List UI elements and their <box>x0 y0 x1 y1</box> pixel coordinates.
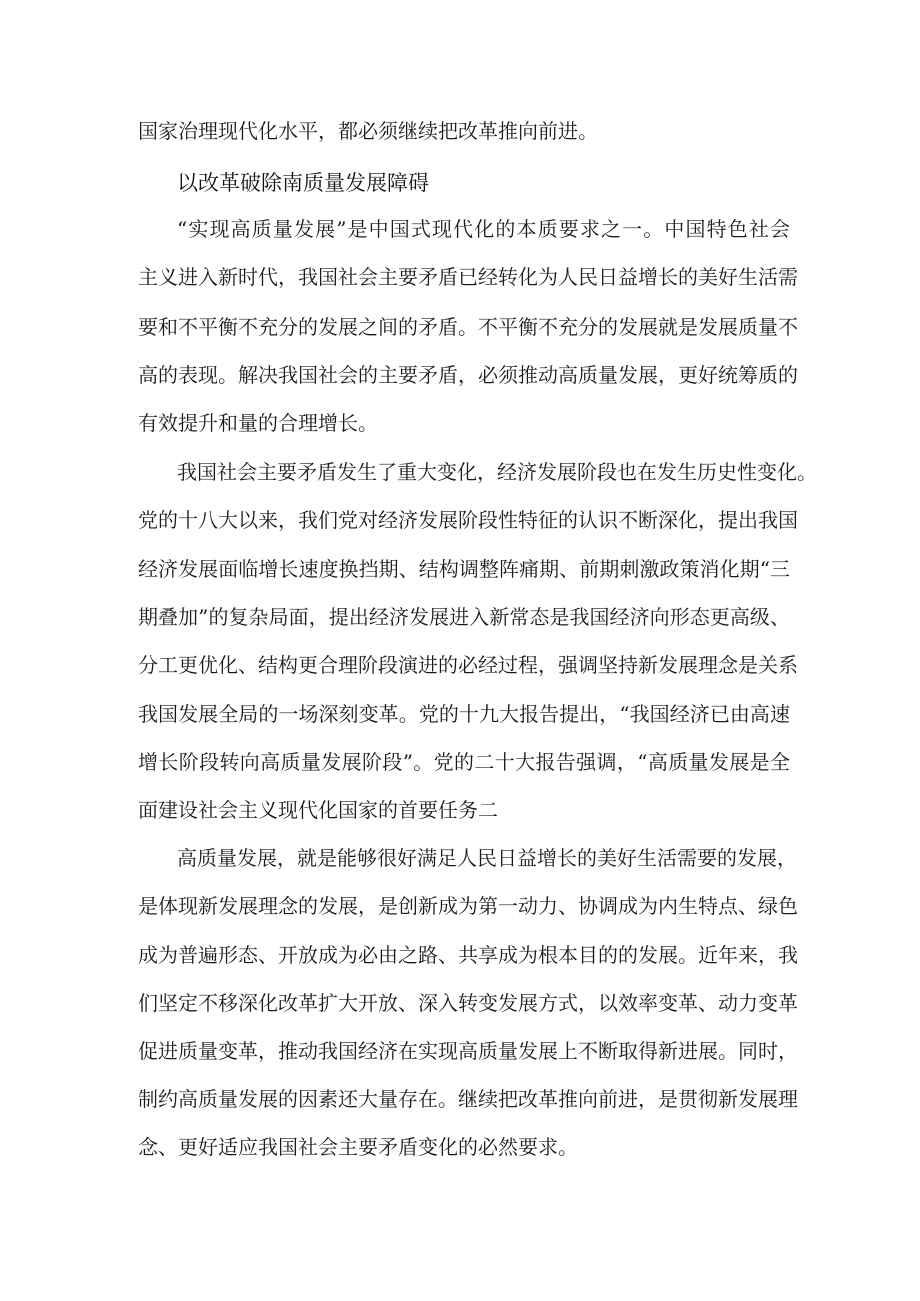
paragraph-line: 面建设社会主义现代化国家的首要任务二 <box>138 798 498 822</box>
paragraph-line: 要和不平衡不充分的发展之间的矛盾。不平衡不充分的发展就是发展质量不 <box>138 315 798 339</box>
paragraph-line: 高质量发展，就是能够很好满足人民日益增长的美好生活需要的发展， <box>177 846 797 870</box>
intro-tail-line: 国家治理现代化水平，都必须继续把改革推向前进。 <box>138 119 598 143</box>
paragraph-line: 们坚定不移深化改革扩大开放、深入转变发展方式，以效率变革、动力变革 <box>138 991 798 1015</box>
paragraph-line: 经济发展面临增长速度换挡期、结构调整阵痛期、前期刺激政策消化期“三 <box>138 557 790 581</box>
paragraph-line: 期叠加”的复杂局面，提出经济发展进入新常态是我国经济向形态更高级、 <box>138 605 790 629</box>
paragraph-line: 是体现新发展理念的发展，是创新成为第一动力、协调成为内生特点、绿色 <box>138 894 798 918</box>
paragraph-line: 有效提升和量的合理增长。 <box>138 411 378 435</box>
section-heading: 以改革破除南质量发展障碍 <box>177 171 429 195</box>
paragraph-line: 高的表现。解决我国社会的主要矛盾，必须推动高质量发展，更好统筹质的 <box>138 363 798 387</box>
paragraph-line: 促进质量变革，推动我国经济在实现高质量发展上不断取得新进展。同时， <box>138 1039 798 1063</box>
paragraph-line: 分工更优化、结构更合理阶段演进的必经过程，强调坚持新发展理念是关系 <box>138 653 798 677</box>
paragraph-line: 制约高质量发展的因素还大量存在。继续把改革推向前进，是贯彻新发展理 <box>138 1087 798 1111</box>
paragraph-line: 我国发展全局的一场深刻变革。党的十九大报告提出，“我国经济已由高速 <box>138 702 790 726</box>
paragraph-line: 我国社会主要矛盾发生了重大变化，经济发展阶段也在发生历史性变化。 <box>177 460 817 484</box>
paragraph-line: “实现高质量发展”是中国式现代化的本质要求之一。中国特色社会 <box>177 217 790 241</box>
paragraph-line: 成为普遍形态、开放成为必由之路、共享成为根本目的的发展。近年来，我 <box>138 943 798 967</box>
paragraph-line: 念、更好适应我国社会主要矛盾变化的必然要求。 <box>138 1135 578 1159</box>
paragraph-line: 主义进入新时代，我国社会主要矛盾已经转化为人民日益增长的美好生活需 <box>138 265 798 289</box>
paragraph-line: 党的十八大以来，我们党对经济发展阶段性特征的认识不断深化，提出我国 <box>138 508 798 532</box>
paragraph-line: 增长阶段转向高质量发展阶段”。党的二十大报告强调，“高质量发展是全 <box>138 750 790 774</box>
